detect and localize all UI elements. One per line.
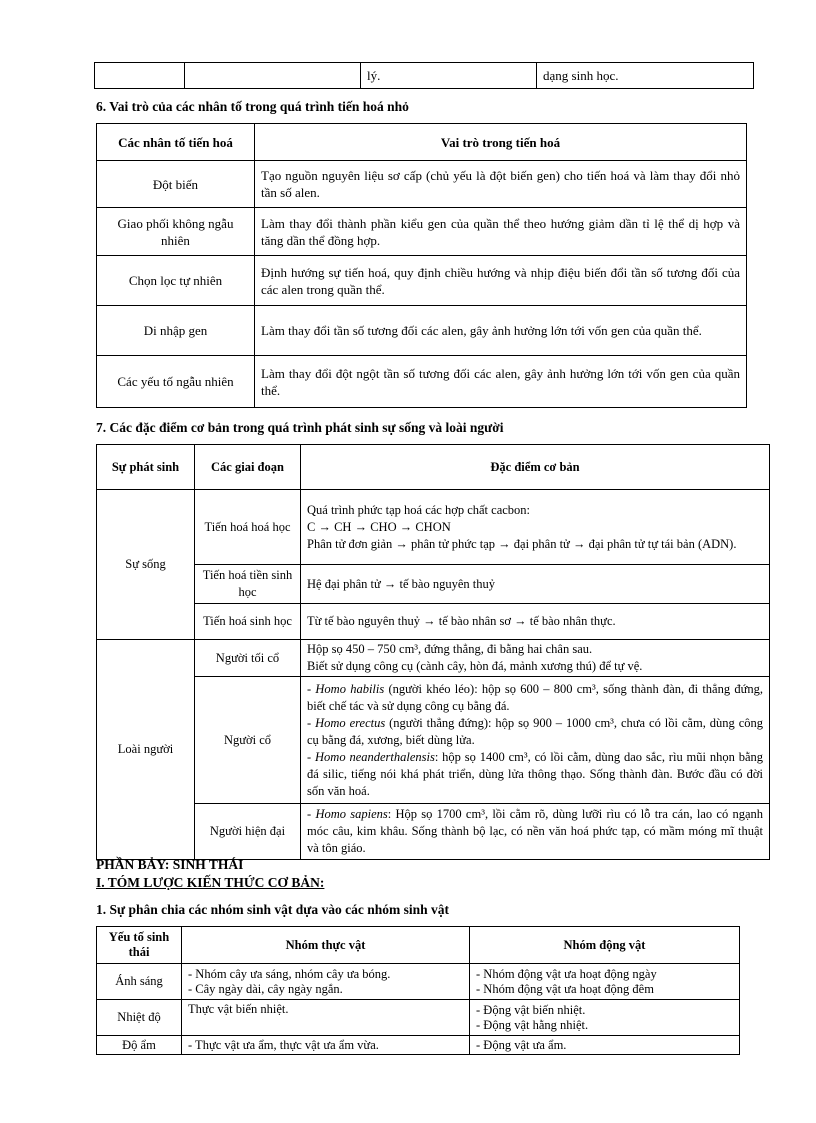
part7-subtitle: I. TÓM LƯỢC KIẾN THỨC CƠ BẢN:	[96, 875, 325, 890]
habilis-line: - Homo habilis (người khéo léo): hộp sọ 600 – 800 cm³, sống thành đàn, đi thẳng đứng, biết chế tác và sử dụng công cụ bằng đá.	[307, 681, 763, 713]
evolution-factors-table	[96, 123, 747, 408]
plant-line: Thực vật biến nhiệt.	[188, 1002, 289, 1016]
stage-cell: Người cổ	[195, 677, 301, 804]
header-factor: Các nhân tố tiến hoá	[97, 124, 255, 161]
species-name: Homo sapiens	[315, 807, 388, 821]
erectus-line: - Homo erectus (người thẳng đứng): hộp sọ 900 – 1000 cm³, chưa có lồi cằm, dùng công cụ bằng đá, xương, biết dùng lửa.	[307, 715, 763, 747]
table-row	[97, 208, 747, 256]
plant-cell	[182, 1000, 470, 1036]
species-name: Homo erectus	[315, 715, 386, 730]
feature-line: Hộp sọ 450 – 750 cm³, đứng thẳng, đi bằng hai chân sau.	[307, 642, 593, 656]
feature-line: C → CH → CHO → CHON	[307, 519, 451, 534]
animal-line: - Nhóm động vật ưa hoạt động đêm	[476, 981, 654, 996]
neanderthal-line: - Homo neanderthalensis: hộp sọ 1400 cm³, có lồi cằm, dùng dao sắc, rìu mũi nhọn bằng đá silic, tiếng nói khá phát triển, dùng lửa thông thạo. Sống thành đàn. Bước đầu có đời sốn văn hoá.	[307, 749, 764, 798]
feature-line: Quá trình phức tạp hoá các hợp chất cacbon:	[307, 502, 531, 517]
top-cell-2	[185, 63, 361, 89]
species-name: Homo habilis	[315, 681, 385, 696]
top-cell-1	[95, 63, 185, 89]
sapiens-line: - Homo sapiens: Hộp sọ 1700 cm³, lồi cằm rõ, dùng lưỡi rìu có lỗ tra cán, lao có ngạnh móc câu, kim khâu. Sống thành bộ lạc, có nền văn hoá phức tạp, có mầm móng mĩ thuật và tôn giáo.	[307, 807, 764, 855]
factor-cell: Ánh sáng	[97, 964, 182, 1000]
top-cell-4: dạng sinh học.	[537, 63, 754, 89]
header-plants: Nhóm thực vật	[182, 927, 470, 964]
factor-cell: Các yếu tố ngẫu nhiên	[97, 356, 255, 408]
origin-su-song: Sự sống	[97, 490, 195, 640]
species-name: Homo neanderthalensis	[315, 749, 435, 764]
animal-line: - Động vật biến nhiệt.	[476, 1002, 586, 1017]
feature-line: Biết sử dụng công cụ (cành cây, hòn đá, mảnh xương thú) để tự vệ.	[307, 659, 643, 673]
factor-cell: Chọn lọc tự nhiên	[97, 256, 255, 306]
feature-cell	[301, 804, 770, 860]
table-row	[97, 964, 740, 1000]
table-row	[97, 1036, 740, 1055]
table-row	[97, 356, 747, 408]
factor-cell: Độ ẩm	[97, 1036, 182, 1055]
factor-cell: Đột biến	[97, 161, 255, 208]
feature-cell	[301, 490, 770, 565]
species-text: : hộp sọ 1400 cm³, có lồi cằm, dùng dao sắc, rìu mũi nhọn bằng đá silic, tiếng nói khá phát triển, dùng lửa thông thạo. Sống thành đàn. Bước đầu có đời sốn văn hoá.	[307, 749, 764, 798]
animal-line: - Nhóm động vật ưa hoạt động ngày	[476, 966, 657, 981]
species-text: : Hộp sọ 1700 cm³, lồi cằm rõ, dùng lưỡi rìu có lỗ tra cán, lao có ngạnh móc câu, kim khâu. Sống thành bộ lạc, có nền văn hoá phức tạp, có mầm móng mĩ thuật và tôn giáo.	[307, 807, 764, 855]
header-features: Đặc điểm cơ bản	[301, 445, 770, 490]
table-row	[97, 1000, 740, 1036]
stage-cell: Người hiện đại	[195, 804, 301, 860]
feature-line: Phân tử đơn giản → phân tử phức tạp → đại phân tử → đại phân tử tự tái bản (ADN).	[307, 536, 737, 551]
header-role: Vai trò trong tiến hoá	[255, 124, 747, 161]
top-cell-3: lý.	[361, 63, 537, 89]
section1-heading: 1. Sự phân chia các nhóm sinh vật dựa vào các nhóm sinh vật	[96, 902, 450, 917]
table-row	[97, 306, 747, 356]
factor-cell: Di nhập gen	[97, 306, 255, 356]
plant-cell	[182, 964, 470, 1000]
plant-cell: - Thực vật ưa ẩm, thực vật ưa ẩm vừa.	[182, 1036, 470, 1055]
animal-cell: - Động vật ưa ẩm.	[470, 1036, 740, 1055]
section6-heading: 6. Vai trò của các nhân tố trong quá trình tiến hoá nhỏ	[96, 99, 409, 114]
role-cell: Làm thay đổi tần số tương đối các alen, gây ảnh hưởng lớn tới vốn gen của quần thể.	[255, 306, 747, 356]
animal-cell	[470, 964, 740, 1000]
header-stage: Các giai đoạn	[195, 445, 301, 490]
species-text: (người khéo léo): hộp sọ 600 – 800 cm³, sống thành đàn, đi thẳng đứng, biết chế tác và sử dụng công cụ bằng đá.	[307, 681, 763, 713]
part7-title: PHẦN BẢY: SINH THÁI	[96, 857, 244, 872]
origin-of-life-table	[96, 444, 770, 860]
top-table-fragment	[94, 62, 754, 89]
header-factor: Yếu tố sinh thái	[97, 927, 182, 964]
table-row	[97, 161, 747, 208]
feature-cell: Từ tế bào nguyên thuỷ → tế bào nhân sơ → tế bào nhân thực.	[301, 604, 770, 640]
header-origin: Sự phát sinh	[97, 445, 195, 490]
stage-cell: Tiến hoá hoá học	[195, 490, 301, 565]
role-cell: Làm thay đổi thành phần kiểu gen của quần thể theo hướng giảm dần tỉ lệ thể dị hợp và tăng dần thể đồng hợp.	[255, 208, 747, 256]
stage-cell: Người tối cổ	[195, 640, 301, 677]
plant-line: - Nhóm cây ưa sáng, nhóm cây ưa bóng.	[188, 966, 391, 981]
animal-cell	[470, 1000, 740, 1036]
animal-line: - Động vật hằng nhiệt.	[476, 1017, 589, 1032]
plant-line: - Cây ngày dài, cây ngày ngắn.	[188, 981, 343, 996]
factor-cell: Nhiệt độ	[97, 1000, 182, 1036]
feature-cell	[301, 677, 770, 804]
role-cell: Làm thay đổi đột ngột tần số tương đối các alen, gây ảnh hưởng lớn tới vốn gen của quần thể.	[255, 356, 747, 408]
section7-heading: 7. Các đặc điểm cơ bản trong quá trình phát sinh sự sống và loài người	[96, 420, 504, 435]
table-row	[97, 256, 747, 306]
feature-cell: Hệ đại phân tử → tế bào nguyên thuỷ	[301, 565, 770, 604]
origin-loai-nguoi: Loài người	[97, 640, 195, 860]
stage-cell: Tiến hoá sinh học	[195, 604, 301, 640]
factor-cell: Giao phối không ngẫu nhiên	[97, 208, 255, 256]
feature-cell	[301, 640, 770, 677]
header-animals: Nhóm động vật	[470, 927, 740, 964]
role-cell: Tạo nguồn nguyên liệu sơ cấp (chủ yếu là đột biến gen) cho tiến hoá và làm thay đổi nhỏ tần số alen.	[255, 161, 747, 208]
ecological-groups-table	[96, 926, 740, 1055]
species-text: (người thẳng đứng): hộp sọ 900 – 1000 cm³, chưa có lồi cằm, dùng công cụ bằng đá, xương, biết dùng lửa.	[307, 715, 763, 747]
role-cell: Định hướng sự tiến hoá, quy định chiều hướng và nhịp điệu biến đổi tần số tương đối của các alen trong quần thể.	[255, 256, 747, 306]
stage-cell: Tiến hoá tiền sinh học	[195, 565, 301, 604]
